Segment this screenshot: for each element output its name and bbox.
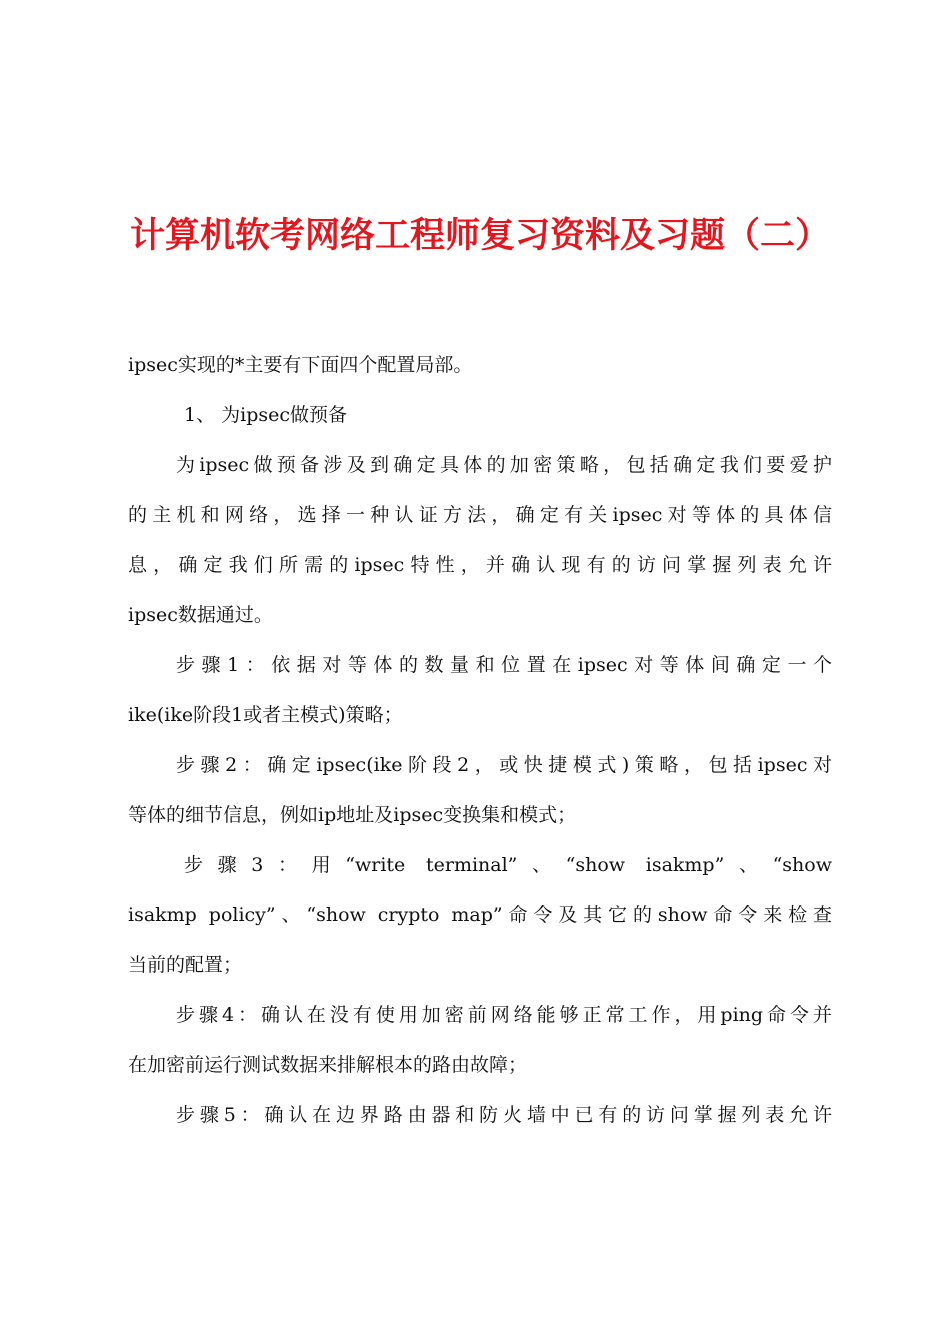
paragraph-line: 步骤1：依据对等体的数量和位置在ipsec对等体间确定一个 (176, 654, 832, 676)
paragraph-line: ipsec数据通过。 (128, 604, 273, 626)
paragraph-line: 息，确定我们所需的ipsec特性，并确认现有的访问掌握列表允许 (128, 554, 832, 576)
paragraph-line: 步骤3：用“write terminal”、“show isakmp”、“show (184, 854, 832, 876)
paragraph-line: isakmp policy”、“show crypto map”命令及其它的show命令来检查 (128, 904, 832, 926)
paragraph-line: 步骤4：确认在没有使用加密前网络能够正常工作，用ping命令并 (176, 1004, 832, 1026)
paragraph-line: 步骤5：确认在边界路由器和防火墙中已有的访问掌握列表允许 (176, 1104, 832, 1126)
paragraph-line: 等体的细节信息，例如ip地址及ipsec变换集和模式； (128, 804, 577, 826)
paragraph-line: 的主机和网络，选择一种认证方法，确定有关ipsec对等体的具体信 (128, 504, 832, 526)
paragraph-line: ipsec实现的*主要有下面四个配置局部。 (128, 354, 473, 376)
paragraph-line: 当前的配置； (128, 954, 243, 976)
paragraph-line: 在加密前运行测试数据来排解根本的路由故障； (128, 1054, 528, 1076)
document-title: 计算机软考网络工程师复习资料及习题（二） (130, 216, 831, 256)
section-heading: 1、 为ipsec做预备 (184, 404, 348, 426)
paragraph-line: ike(ike阶段1或者主模式)策略； (128, 704, 403, 726)
paragraph-line: 为ipsec做预备涉及到确定具体的加密策略，包括确定我们要爱护 (176, 454, 832, 476)
paragraph-line: 步骤2：确定ipsec(ike阶段2，或快捷模式)策略，包括ipsec对 (176, 754, 832, 776)
